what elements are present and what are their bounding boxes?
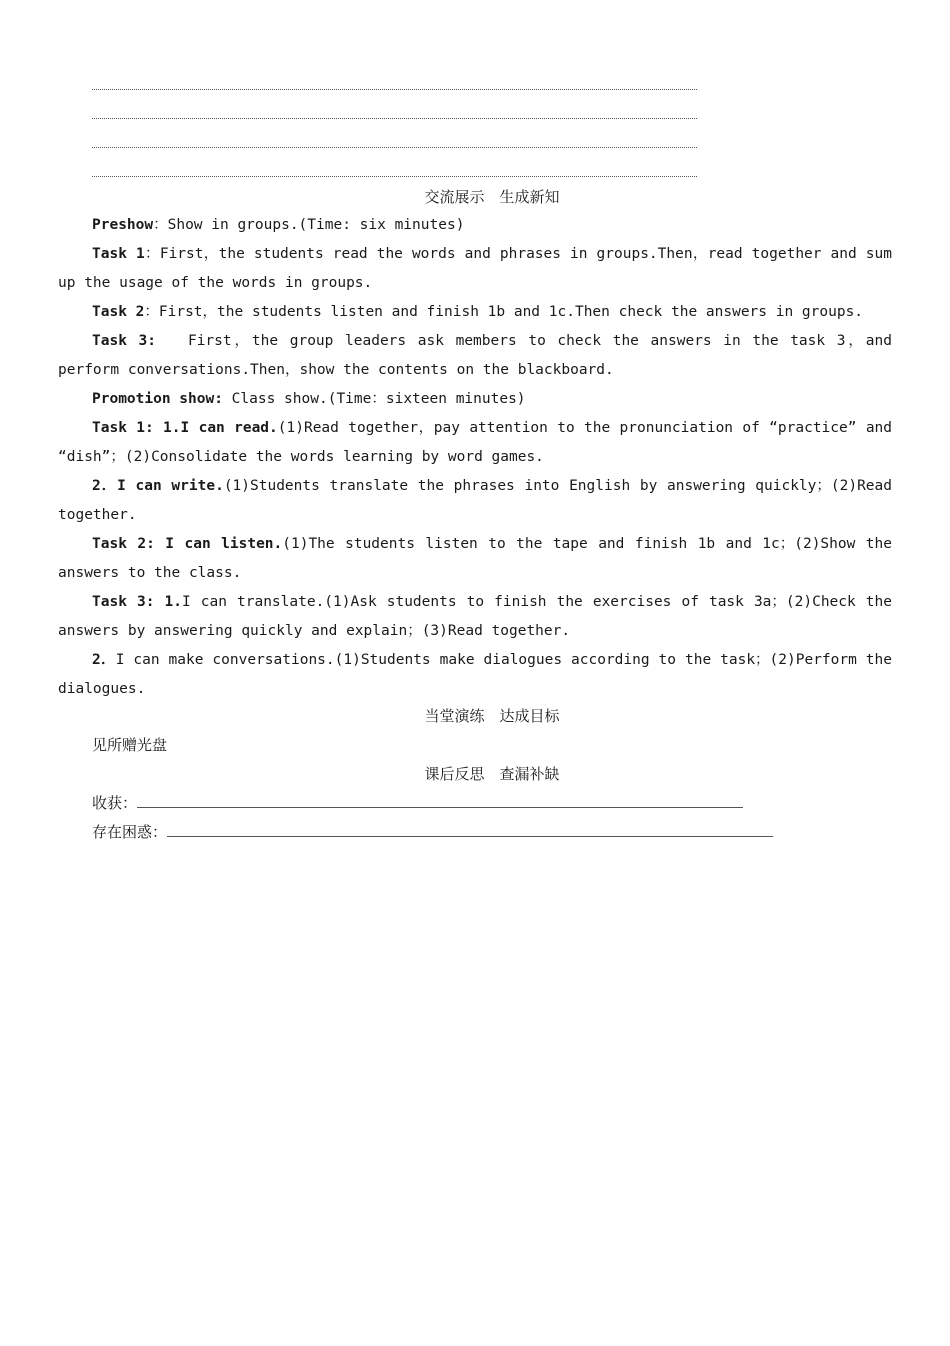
task2-label: Task 2 (92, 304, 145, 320)
confusion-label: 存在困惑： (92, 823, 168, 841)
promotion-task1-item2-paragraph (58, 472, 892, 530)
promotion-task3-label: Task 3: 1. (92, 594, 182, 610)
promotion-task1-item2-text: (1)Students translate the phrases into English by answering quickly；(2)Read together. (58, 478, 892, 523)
promotion-task1-item2-label: 2．I can write. (92, 478, 224, 494)
gain-row (92, 793, 743, 813)
promotion-task3-text: I can translate.(1)Ask students to finish the exercises of task 3a；(2)Check the answers by answering quickly and explain；(3)Read together. (58, 594, 892, 639)
promotion-task3-item2-text: I can make conversations.(1)Students make dialogues according to the task；(2)Perform the dialogues. (58, 652, 892, 697)
task3-label: Task 3: (92, 333, 157, 349)
promotion-task3-item2-paragraph (58, 646, 892, 704)
promotion-label: Promotion show: (92, 391, 223, 407)
section-heading-show: 交流展示 生成新知 (424, 188, 560, 206)
preshow-paragraph (58, 211, 892, 240)
answer-line-4 (92, 176, 697, 177)
promotion-task2-paragraph (58, 530, 892, 588)
section-heading-reflect: 课后反思 查漏补缺 (424, 765, 560, 783)
promotion-task2-label: Task 2: I can listen. (92, 536, 283, 552)
promotion-paragraph (58, 385, 892, 414)
promotion-task3-paragraph (58, 588, 892, 646)
preshow-label: Preshow (92, 217, 154, 233)
task2-text: ：First，the students listen and finish 1b and 1c.Then check the answers in groups. (144, 304, 864, 320)
confusion-blank-line[interactable] (167, 822, 773, 837)
task3-text: First，the group leaders ask members to check the answers in the task 3，and perform conversations.Then，show the contents on the blackboard. (58, 333, 892, 378)
gain-blank-line[interactable] (137, 793, 743, 808)
confusion-row (92, 822, 773, 842)
answer-line-2 (92, 118, 697, 119)
section-heading-practice: 当堂演练 达成目标 (424, 707, 560, 725)
promotion-task1-paragraph (58, 414, 892, 472)
task3-paragraph (58, 327, 892, 385)
practice-note: 见所赠光盘 (92, 736, 168, 754)
task1-text: ：First，the students read the words and phrases in groups.Then，read together and sum up the usage of the words in groups. (58, 246, 892, 291)
preshow-text: ：Show in groups.(Time: six minutes) (153, 217, 465, 233)
promotion-task1-label: Task 1: 1.I can read. (92, 420, 278, 436)
task1-label: Task 1 (92, 246, 145, 262)
promotion-task2-text: (1)The students listen to the tape and finish 1b and 1c；(2)Show the answers to the class. (58, 536, 892, 581)
answer-line-1 (92, 89, 697, 90)
gain-label: 收获： (92, 794, 138, 812)
promotion-task1-text: (1)Read together，pay attention to the pronunciation of “practice” and “dish”；(2)Consolidate the words learning by word games. (58, 420, 893, 465)
promotion-text: Class show.(Time：sixteen minutes) (222, 391, 526, 407)
task2-paragraph (58, 298, 892, 327)
promotion-task3-item2-label: 2． (92, 652, 116, 668)
answer-line-3 (92, 147, 697, 148)
task1-paragraph (58, 240, 892, 298)
